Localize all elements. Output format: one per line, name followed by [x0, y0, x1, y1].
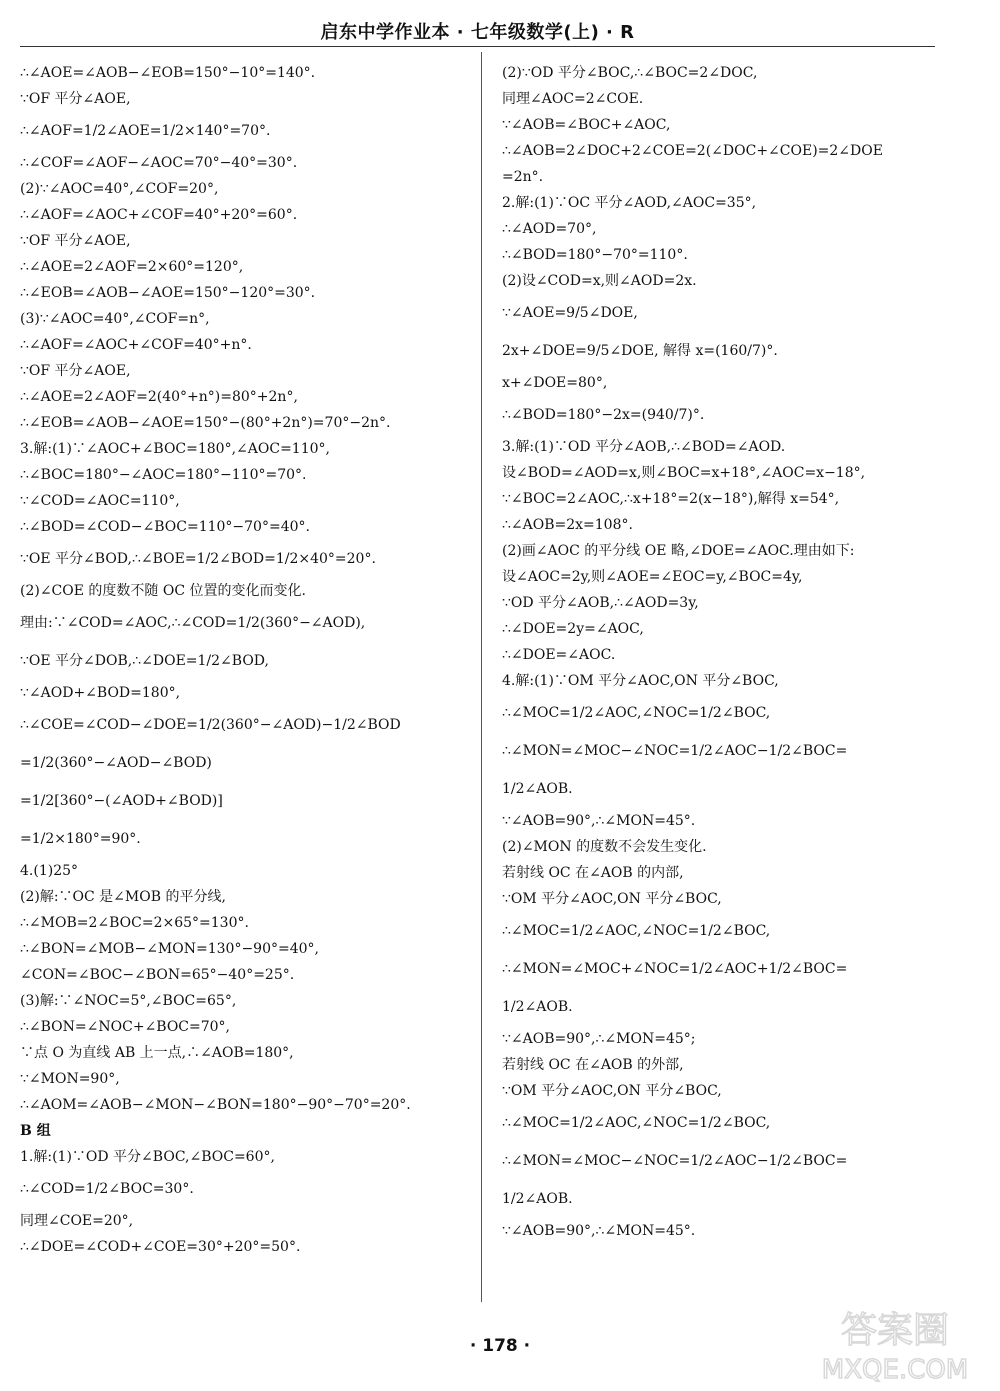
text-line: =1/2×180°=90°. [20, 831, 141, 847]
text-line: (2)∵OD 平分∠BOC,∴∠BOC=2∠DOC, [502, 65, 758, 81]
text-line: ∴∠MON=∠MOC−∠NOC=1/2∠AOC−1/2∠BOC= [502, 1153, 848, 1169]
text-line: 同理∠COE=20°, [20, 1213, 134, 1229]
text-line: ∵OE 平分∠DOB,∴∠DOE=1/2∠BOD, [20, 653, 269, 669]
text-line: 若射线 OC 在∠AOB 的内部, [502, 865, 684, 881]
text-line: 1/2∠AOB. [502, 1191, 573, 1207]
right-column [502, 60, 942, 1244]
text-line: ∴∠BON=∠MOB−∠MON=130°−90°=40°, [20, 941, 319, 957]
watermark-logo [800, 1300, 990, 1385]
text-line: 3.解:(1)∵OD 平分∠AOB,∴∠BOD=∠AOD. [502, 439, 786, 455]
text-line: ∵OE 平分∠BOD,∴∠BOE=1/2∠BOD=1/2×40°=20°. [20, 551, 376, 567]
text-line: ∴∠BOC=180°−∠AOC=180°−110°=70°. [20, 467, 307, 483]
text-line: ∵∠COD=∠AOC=110°, [20, 493, 180, 509]
text-line: ∵OF 平分∠AOE, [20, 91, 131, 107]
text-line: ∵∠AOD+∠BOD=180°, [20, 685, 181, 701]
text-line: ∴∠DOE=∠AOC. [502, 647, 616, 663]
text-line: ∵OD 平分∠AOB,∴∠AOD=3y, [502, 595, 699, 611]
text-line: ∴∠AOF=∠AOC+∠COF=40°+n°. [20, 337, 252, 353]
text-line: ∴∠AOE=2∠AOF=2(40°+n°)=80°+2n°, [20, 389, 298, 405]
text-line: 若射线 OC 在∠AOB 的外部, [502, 1057, 684, 1073]
page-header [20, 16, 935, 47]
text-line: (2)∠COE 的度数不随 OC 位置的变化而变化. [20, 583, 306, 599]
text-line: ∴∠AOF=∠AOC+∠COF=40°+20°=60°. [20, 207, 298, 223]
text-line: ∵∠AOB=∠BOC+∠AOC, [502, 117, 671, 133]
watermark-url: MXQE.COM [821, 1355, 969, 1385]
text-line: ∴∠COE=∠COD−∠DOE=1/2(360°−∠AOD)−1/2∠BOD [20, 717, 401, 733]
text-line: ∴∠EOB=∠AOB−∠AOE=150°−120°=30°. [20, 285, 316, 301]
text-line: ∴∠MOC=1/2∠AOC,∠NOC=1/2∠BOC, [502, 1115, 771, 1131]
text-line: x+∠DOE=80°, [502, 375, 608, 391]
text-line: ∵OF 平分∠AOE, [20, 363, 131, 379]
page-number: · 178 · [469, 1336, 531, 1356]
text-line: =2n°. [502, 169, 544, 185]
text-line: 1/2∠AOB. [502, 781, 573, 797]
text-line: 4.解:(1)∵OM 平分∠AOC,ON 平分∠BOC, [502, 673, 779, 689]
watermark-text: 答案圈 [840, 1310, 950, 1351]
text-line: ∠CON=∠BOC−∠BON=65°−40°=25°. [20, 967, 295, 983]
text-line: (2)解:∵OC 是∠MOB 的平分线, [20, 889, 226, 905]
text-line: (2)画∠AOC 的平分线 OE 略,∠DOE=∠AOC.理由如下: [502, 543, 855, 559]
text-line: B 组 [20, 1123, 51, 1139]
text-line: (3)∵∠AOC=40°,∠COF=n°, [20, 311, 210, 327]
text-line: ∵∠BOC=2∠AOC,∴x+18°=2(x−18°),解得 x=54°, [502, 491, 840, 507]
text-line: (2)设∠COD=x,则∠AOD=2x. [502, 273, 697, 289]
text-line: 理由:∵∠COD=∠AOC,∴∠COD=1/2(360°−∠AOD), [20, 615, 366, 631]
text-line: ∴∠AOB=2x=108°. [502, 517, 633, 533]
text-line: ∵∠AOB=90°,∴∠MON=45°. [502, 813, 696, 829]
text-line: ∴∠MOC=1/2∠AOC,∠NOC=1/2∠BOC, [502, 705, 771, 721]
text-line: 2.解:(1)∵OC 平分∠AOD,∠AOC=35°, [502, 195, 757, 211]
text-line: (2)∵∠AOC=40°,∠COF=20°, [20, 181, 219, 197]
text-line: ∴∠BOD=180°−70°=110°. [502, 247, 688, 263]
text-line: ∴∠AOF=1/2∠AOE=1/2×140°=70°. [20, 123, 271, 139]
text-line: ∵∠AOB=90°,∴∠MON=45°. [502, 1223, 696, 1239]
text-line: ∵∠AOB=90°,∴∠MON=45°; [502, 1031, 696, 1047]
text-line: 2x+∠DOE=9/5∠DOE, 解得 x=(160/7)°. [502, 343, 778, 359]
text-line: 1.解:(1)∵OD 平分∠BOC,∠BOC=60°, [20, 1149, 275, 1165]
left-column [20, 60, 472, 1260]
text-line: 设∠AOC=2y,则∠AOE=∠EOC=y,∠BOC=4y, [502, 569, 803, 585]
text-line: ∵OM 平分∠AOC,ON 平分∠BOC, [502, 891, 722, 907]
text-line: ∴∠AOB=2∠DOC+2∠COE=2(∠DOC+∠COE)=2∠DOE [502, 143, 883, 159]
text-line: ∵OF 平分∠AOE, [20, 233, 131, 249]
text-line: ∴∠DOE=2y=∠AOC, [502, 621, 644, 637]
text-line: ∴∠COF=∠AOF−∠AOC=70°−40°=30°. [20, 155, 298, 171]
text-line: ∴∠BON=∠NOC+∠BOC=70°, [20, 1019, 231, 1035]
text-line: ∵点 O 为直线 AB 上一点,∴∠AOB=180°, [20, 1045, 294, 1061]
text-line: =1/2(360°−∠AOD−∠BOD) [20, 755, 212, 771]
text-line: ∵∠MON=90°, [20, 1071, 120, 1087]
text-line: ∴∠MON=∠MOC−∠NOC=1/2∠AOC−1/2∠BOC= [502, 743, 848, 759]
text-line: ∴∠MOB=2∠BOC=2×65°=130°. [20, 915, 249, 931]
text-line: ∴∠COD=1/2∠BOC=30°. [20, 1181, 194, 1197]
text-line: ∴∠AOM=∠AOB−∠MON−∠BON=180°−90°−70°=20°. [20, 1097, 411, 1113]
text-line: 3.解:(1)∵∠AOC+∠BOC=180°,∠AOC=110°, [20, 441, 330, 457]
text-line: ∴∠AOE=∠AOB−∠EOB=150°−10°=140°. [20, 65, 316, 81]
text-line: ∴∠DOE=∠COD+∠COE=30°+20°=50°. [20, 1239, 301, 1255]
text-line: 1/2∠AOB. [502, 999, 573, 1015]
text-line: (3)解:∵∠NOC=5°,∠BOC=65°, [20, 993, 237, 1009]
column-divider [481, 52, 482, 1302]
text-line: ∴∠AOD=70°, [502, 221, 597, 237]
text-line: ∴∠AOE=2∠AOF=2×60°=120°, [20, 259, 244, 275]
text-line: ∴∠EOB=∠AOB−∠AOE=150°−(80°+2n°)=70°−2n°. [20, 415, 391, 431]
text-line: (2)∠MON 的度数不会发生变化. [502, 839, 707, 855]
text-line: ∴∠BOD=∠COD−∠BOC=110°−70°=40°. [20, 519, 310, 535]
text-line: 设∠BOD=∠AOD=x,则∠BOC=x+18°,∠AOC=x−18°, [502, 465, 866, 481]
text-line: 同理∠AOC=2∠COE. [502, 91, 644, 107]
text-line: =1/2[360°−(∠AOD+∠BOD)] [20, 793, 223, 809]
text-line: ∵∠AOE=9/5∠DOE, [502, 305, 638, 321]
text-line: ∵OM 平分∠AOC,ON 平分∠BOC, [502, 1083, 722, 1099]
text-line: ∴∠MON=∠MOC+∠NOC=1/2∠AOC+1/2∠BOC= [502, 961, 848, 977]
text-line: 4.(1)25° [20, 863, 79, 879]
text-line: ∴∠BOD=180°−2x=(940/7)°. [502, 407, 705, 423]
page-title: 启东中学作业本 · 七年级数学(上) · R [320, 22, 635, 43]
text-line: ∴∠MOC=1/2∠AOC,∠NOC=1/2∠BOC, [502, 923, 771, 939]
